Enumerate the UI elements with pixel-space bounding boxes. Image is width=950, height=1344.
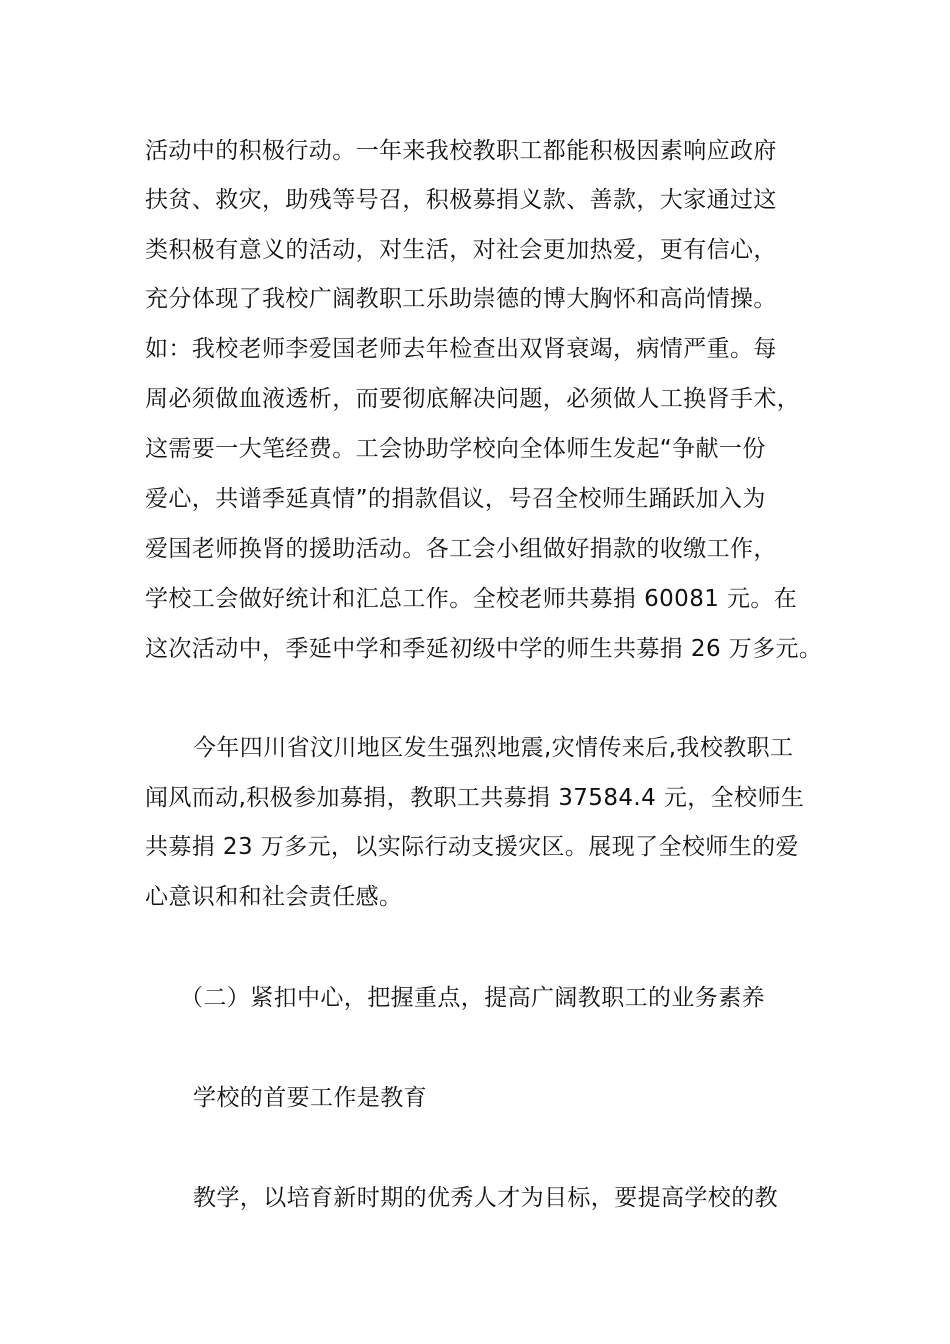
text-line: 今年四川省汶川地区发生强烈地震,灾情传来后,我校教职工 <box>193 735 794 761</box>
text-line: 学校的首要工作是教育 <box>193 1085 427 1111</box>
text-line: 心意识和和社会责任感。 <box>145 884 403 910</box>
text-line: 这次活动中，季延中学和季延初级中学的师生共募捐 26 万多元。 <box>145 636 823 662</box>
text-line: 这需要一大笔经费。工会协助学校向全体师生发起“争献一份 <box>145 436 766 462</box>
text-line: 爱国老师换肾的援助活动。各工会小组做好捐款的收缴工作， <box>145 536 777 562</box>
text-line: 教学，以培育新时期的优秀人才为目标，要提高学校的教 <box>193 1185 778 1211</box>
text-line: 类积极有意义的活动，对生活，对社会更加热爱，更有信心， <box>145 237 777 263</box>
text-line: 活动中的积极行动。一年来我校教职工都能积极因素响应政府 <box>145 138 777 164</box>
text-line: 充分体现了我校广阔教职工乐助崇德的博大胸怀和高尚情操。 <box>145 286 777 312</box>
text-line: 扶贫、救灾，助残等号召，积极募捐义款、善款，大家通过这 <box>145 187 777 213</box>
text-line: 闻风而动,积极参加募捐，教职工共募捐 37584.4 元，全校师生 <box>145 785 805 811</box>
text-line: 爱心，共谱季延真情”的捐款倡议，号召全校师生踊跃加入为 <box>145 486 766 512</box>
text-line: 共募捐 23 万多元，以实际行动支援灾区。展现了全校师生的爱 <box>145 834 799 860</box>
text-line: 如：我校老师李爱国老师去年检查出双肾衰竭，病情严重。每 <box>145 336 777 362</box>
text-line: 周必须做血液透析，而要彻底解决问题，必须做人工换肾手术， <box>145 386 801 412</box>
section-heading: （二）紧扣中心，把握重点，提高广阔教职工的业务素养 <box>180 985 765 1011</box>
text-line: 学校工会做好统计和汇总工作。全校老师共募捐 60081 元。在 <box>145 586 798 612</box>
